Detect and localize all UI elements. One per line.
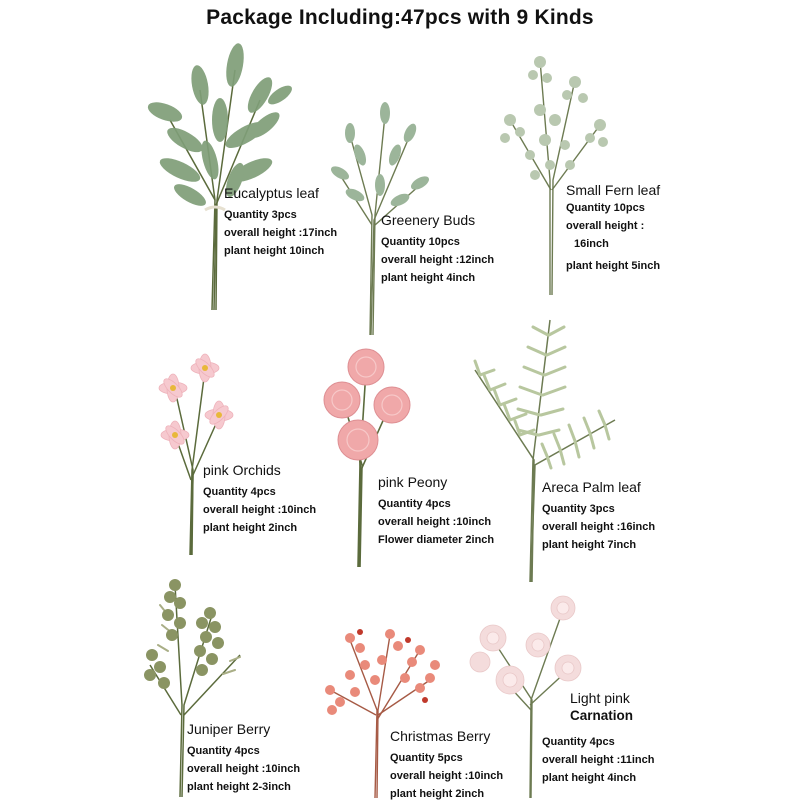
item-name: Small Fern leaf [566,182,661,198]
item-overall-height: overall height :10inch [378,516,492,528]
small-fern-info [566,181,660,275]
item-overall-height: overall height :17inch [224,227,338,239]
item-name: Eucalyptus leaf [224,185,319,201]
item-quantity: Quantity 10pcs [381,236,460,248]
item-plant-height: plant height 4inch [542,772,637,784]
pink-orchids-info [203,461,316,537]
carnation-info [542,689,654,787]
item-name: pink Peony [378,474,448,490]
item-name: Greenery Buds [381,212,476,228]
item-quantity: Quantity 4pcs [542,736,615,748]
item-overall-height: overall height :10inch [187,763,301,775]
eucalyptus-plant-image [140,30,300,315]
item-quantity: Quantity 10pcs [566,202,645,214]
item-quantity: Quantity 3pcs [542,503,615,515]
page-title: Package Including:47pcs with 9 Kinds [206,6,594,29]
item-name: Christmas Berry [390,728,491,744]
item-flower-diameter: Flower diameter 2inch [378,534,495,546]
greenery-buds-info [381,211,494,287]
item-plant-height: plant height 7inch [542,539,637,551]
item-overall-height: overall height :12inch [381,254,495,266]
item-overall-height-value: 16inch [574,238,609,250]
item-plant-height: plant height 5inch [566,260,661,272]
item-plant-height: plant height 4inch [381,272,476,284]
item-name: Juniper Berry [187,721,271,737]
item-plant-height: plant height 2-3inch [187,781,291,793]
item-name: Light pink [570,690,630,706]
item-quantity: Quantity 4pcs [187,745,260,757]
item-name: pink Orchids [203,462,281,478]
eucalyptus-info [224,184,337,260]
item-overall-height: overall height :10inch [203,504,317,516]
item-plant-height: plant height 10inch [224,245,325,257]
item-quantity: Quantity 4pcs [378,498,451,510]
item-overall-height: overall height : [566,220,645,232]
item-name: Areca Palm leaf [542,479,641,495]
item-quantity: Quantity 3pcs [224,209,297,221]
juniper-berry-info [187,720,300,796]
item-overall-height: overall height :10inch [390,770,504,782]
item-plant-height: plant height 2inch [390,788,485,800]
item-overall-height: overall height :11inch [542,754,655,766]
item-quantity: Quantity 5pcs [390,752,463,764]
areca-palm-info [542,478,655,554]
item-name-second-line: Carnation [570,708,634,723]
item-quantity: Quantity 4pcs [203,486,276,498]
item-plant-height: plant height 2inch [203,522,298,534]
item-overall-height: overall height :16inch [542,521,656,533]
